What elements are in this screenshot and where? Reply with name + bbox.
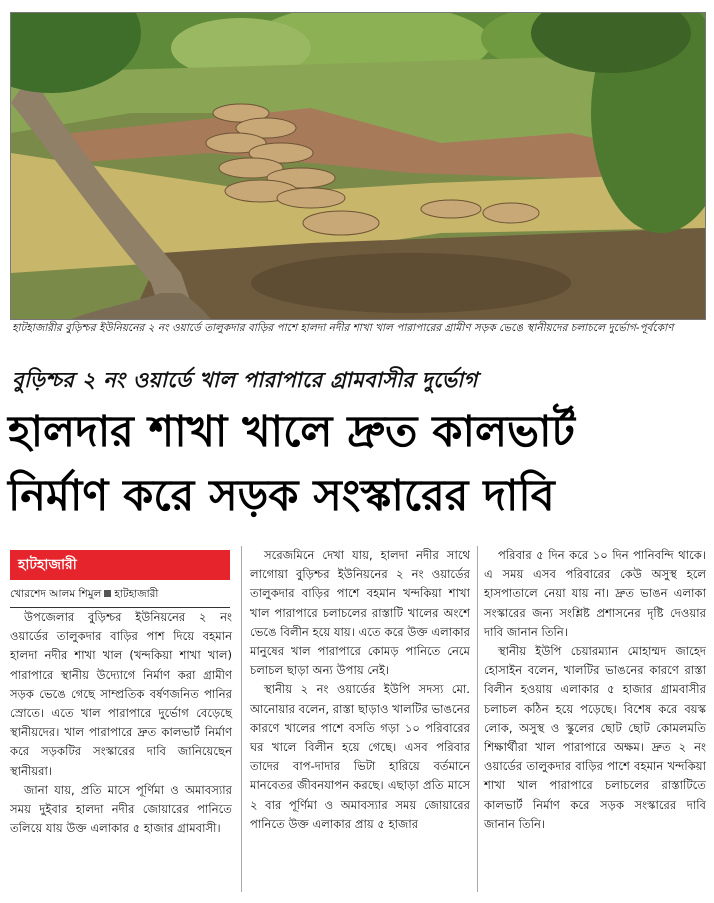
headline-line-1: হালদার শাখা খালে দ্রুত কালভার্ট (8, 407, 575, 457)
paragraph: জানা যায়, প্রতি মাসে পূর্ণিমা ও অমাবস্যার সময় দুইবার হালদা নদীর জোয়ারের পানিতে তলিয়ে যায় উক্ত এলাকার ৫ হাজার গ্রামবাসী। (10, 782, 232, 836)
river-embankment-photo (11, 13, 705, 319)
paragraph: সরেজমিনে দেখা যায়, হালদা নদীর সাথে লাগোয়া বুড়িশ্চর ইউনিয়নের ২ নং ওয়ার্ডের তালুকদার বাড়ির পাশে বহমান খন্দকিয়া শাখা খাল পারাপারে চলাচলের রাস্তাটি খালের অংশে ভেঙে বিলীন হয়ে যায়। এতে করে উক্ত এলাকার মানুষের খাল পারাপারে কোমড় পানিতে নেমে চলাচল ছাড়া অন্য উপায় নেই। (250, 548, 470, 678)
paragraph: স্থানীয় ইউপি চেয়ারম্যান মোহাম্মদ জাহেদ হোসাইন বলেন, খালটির ভাঙনের কারণে রাস্তা বিলীন হওয়ায় এলাকার ৫ হাজার গ্রামবাসীর চলাচল কঠিন হয়ে পড়েছে। বিশেষ করে বয়স্ক লোক, অসুস্থ ও স্কুলের ছোট ছোট কোমলমতি শিক্ষার্থীরা খাল পারাপারে অক্ষম। দ্রুত ২ নং ওয়ার্ডের তালুকদার বাড়ির পাশে বহমান খন্দকিয়া শাখা খাল পারাপারে চলাচলের রাস্তাটিতে কালভার্ট নির্মাণ করে সড়ক সংস্কারের দাবি জানান তিনি। (484, 644, 706, 831)
reporter-name: খোরশেদ আলম শিমুল (10, 588, 102, 600)
headline-line-2: নির্মাণ করে সড়ক সংস্কারের দাবি (8, 471, 555, 521)
photo-caption: হাটহাজারীর বুড়িশ্চর ইউনিয়নের ২ নং ওয়ার্ডে তালুকদার বাড়ির পাশে হালদা নদীর শাখা খাল পারাপারের গ্রামীণ সড়ক ভেঙে স্থানীয়দের চলাচলে দুর্ভোগ-পূর্বকোণ (12, 322, 674, 334)
paragraph: উপজেলার বুড়িশ্চর ইউনিয়নের ২ নং ওয়ার্ডের তালুকদার বাড়ির পাশ দিয়ে বহমান হালদা নদীর শাখা খাল (খন্দকিয়া শাখা খাল) পারাপারে স্থানীয় উদ্যোগে নির্মাণ করা গ্রামীণ সড়ক ভেঙে গেছে সাম্প্রতিক বর্ষণজনিত পানির স্রোতে। এতে খাল পারাপারে দুর্ভোগ বেড়েছে স্থানীয়দের। খাল পারাপারে দ্রুত কালভার্ট নির্মাণ করে সড়কটির সংস্কারের দাবি জানিয়েছেন স্থানীয়রা। (10, 610, 232, 778)
paragraph: পরিবার ৫ দিন করে ১০ দিন পানিবন্দি থাকে। এ সময় এসব পরিবারের কেউ অসুস্থ হলে হাসপাতালে নেয়া যায় না। দ্রুত ভাঙন এলাকা সংস্কারের জন্য সংশ্লিষ্ট প্রশাসনের দৃষ্টি দেওয়ার দাবি জানান তিনি। (484, 548, 706, 639)
byline-place: হাটহাজারী (114, 588, 159, 600)
byline-block (10, 550, 230, 608)
column-divider (241, 546, 242, 892)
body-column-2 (250, 546, 470, 834)
kicker-subheadline: বুড়িশ্চর ২ নং ওয়ার্ডে খাল পারাপারে গ্রামবাসীর দুর্ভোগ (12, 368, 478, 392)
location-tag: হাটহাজারী (10, 550, 230, 580)
body-column-3 (484, 546, 706, 834)
headline (8, 400, 708, 528)
news-photo (10, 12, 706, 320)
square-bullet-icon (104, 590, 111, 597)
body-column-1 (10, 608, 232, 838)
column-divider (477, 546, 478, 892)
paragraph: স্থানীয় ২ নং ওয়ার্ডের ইউপি সদস্য মো. আনোয়ার বলেন, রাস্তা ছাড়াও খালটির ভাঙনের কারণে খালের পাশে বসতি গড়া ১০ পরিবারের ঘর খালে বিলীন হয়ে গেছে। এসব পরিবার তাদের বাপ-দাদার ভিটা হারিয়ে বর্তমানে মানবেতর জীবনযাপন করছে। এছাড়া প্রতি মাসে ২ বার পূর্ণিমা ও অমাবস্যার সময় জোয়ারের পানিতে উক্ত এলাকার প্রায় ৫ হাজার (250, 682, 470, 831)
byline (10, 587, 230, 608)
